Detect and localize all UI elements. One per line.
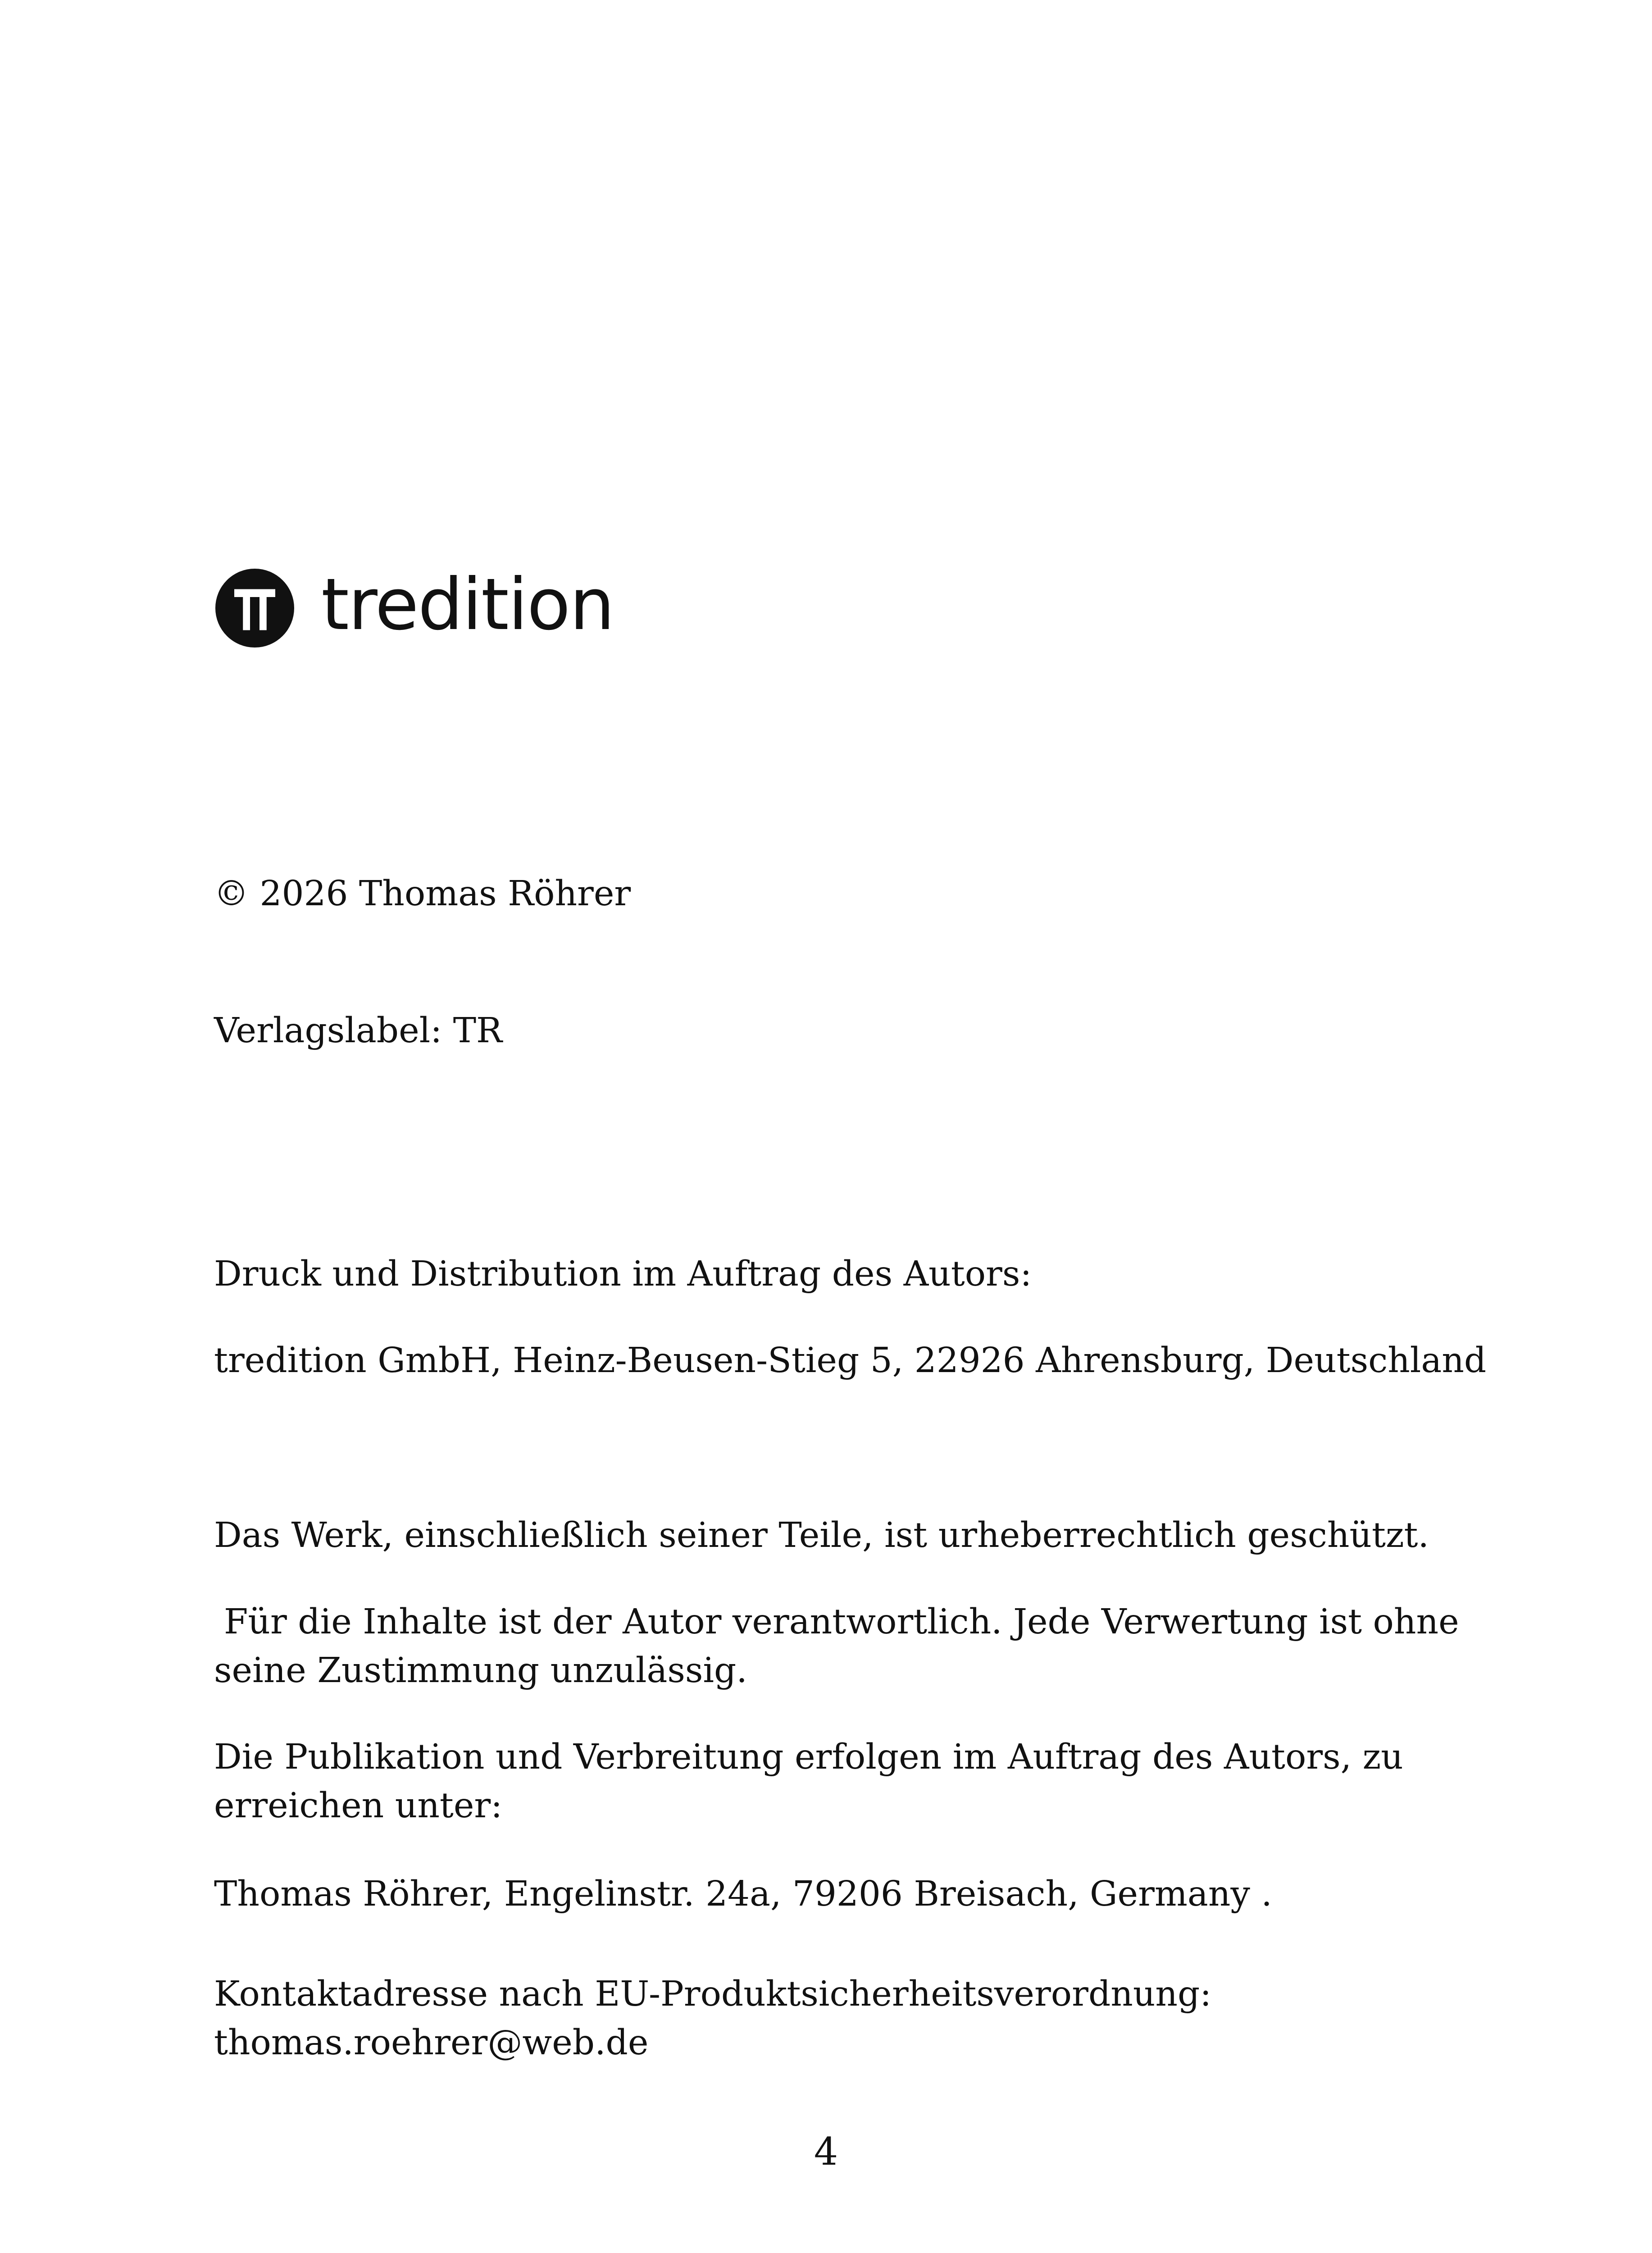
publisher-wordmark: tredition <box>321 563 614 646</box>
contact-email: thomas.roehrer@web.de <box>214 2023 649 2063</box>
page-number: 4 <box>814 2130 838 2174</box>
print-heading: Druck und Distribution im Auftrag des Autors: <box>214 1254 1032 1294</box>
copyright-protection-notice: Das Werk, einschließlich seiner Teile, ist urheberrechtlich geschützt. <box>214 1515 1429 1555</box>
printer-address: tredition GmbH, Heinz-Beusen-Stieg 5, 22926 Ahrensburg, Deutschland <box>214 1341 1487 1381</box>
author-address: Thomas Röhrer, Engelinstr. 24a, 79206 Breisach, Germany . <box>214 1874 1272 1914</box>
publication-line-2: erreichen unter: <box>214 1786 503 1826</box>
copyright-line: © 2026 Thomas Röhrer <box>214 874 631 914</box>
responsibility-line-1: Für die Inhalte ist der Autor verantwortlich. Jede Verwertung ist ohne <box>224 1602 1459 1642</box>
responsibility-line-2: seine Zustimmung unzulässig. <box>214 1651 747 1691</box>
publisher-logo <box>215 563 614 648</box>
tredition-logo-icon <box>215 569 294 648</box>
publication-line-1: Die Publikation und Verbreitung erfolgen im Auftrag des Autors, zu <box>214 1737 1403 1777</box>
contact-line: Kontaktadresse nach EU-Produktsicherheitsverordnung: <box>214 1974 1212 2014</box>
publisher-label-line: Verlagslabel: TR <box>214 1011 503 1051</box>
